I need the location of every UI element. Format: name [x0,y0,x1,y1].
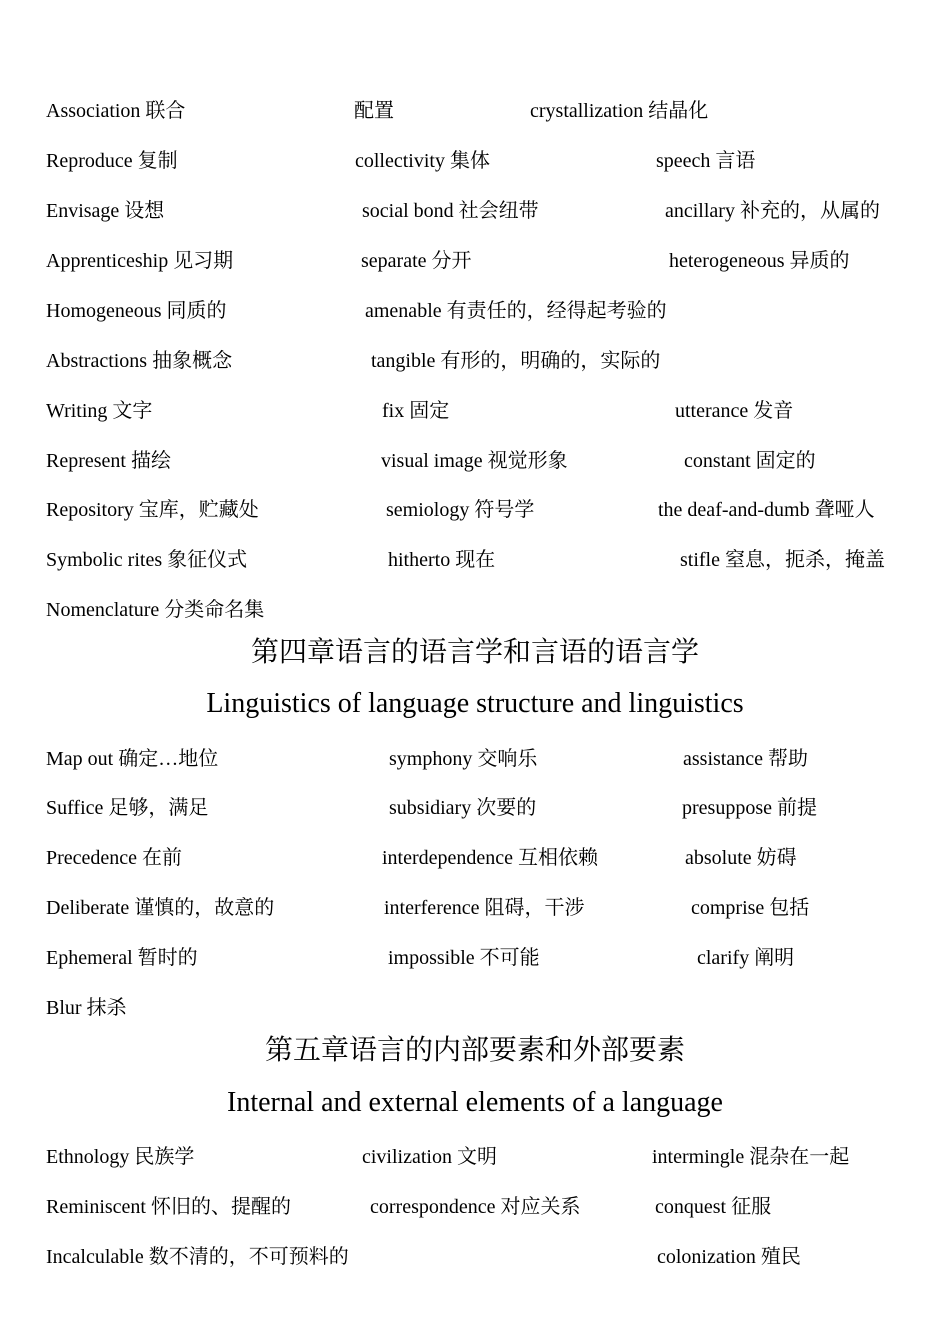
vocab-entry: intermingle 混杂在一起 [652,1146,850,1168]
vocab-entry: ancillary 补充的，从属的 [665,200,880,222]
vocab-entry: Homogeneous 同质的 [46,300,227,322]
chapter-4-title-en: Linguistics of language structure and linguistics [206,688,744,719]
vocab-entry: Ephemeral 暂时的 [46,947,198,969]
vocab-entry: Writing 文字 [46,400,153,422]
vocab-entry: clarify 阐明 [697,947,795,969]
vocab-entry: Association 联合 [46,100,186,122]
vocab-entry: semiology 符号学 [386,499,535,521]
vocab-entry: absolute 妨碍 [685,847,797,869]
vocab-entry: separate 分开 [361,250,472,272]
vocab-entry: Apprenticeship 见习期 [46,250,234,272]
vocab-entry: comprise 包括 [691,897,810,919]
vocab-entry: stifle 窒息，扼杀，掩盖 [680,549,885,571]
vocab-entry: assistance 帮助 [683,748,808,770]
vocab-entry: Precedence 在前 [46,847,183,869]
vocab-entry: hitherto 现在 [388,549,496,571]
vocab-entry: collectivity 集体 [355,150,490,172]
vocab-entry: utterance 发音 [675,400,794,422]
vocab-entry: Blur 抹杀 [46,997,127,1019]
vocab-entry: conquest 征服 [655,1196,772,1218]
vocab-entry: symphony 交响乐 [389,748,538,770]
vocab-entry: Represent 描绘 [46,450,171,472]
vocab-entry: interdependence 互相依赖 [382,847,599,869]
vocab-entry: subsidiary 次要的 [389,797,537,819]
chapter-5-title-en: Internal and external elements of a language [227,1087,723,1118]
vocab-entry: amenable 有责任的，经得起考验的 [365,300,667,322]
vocab-entry: fix 固定 [382,400,450,422]
vocab-entry: Envisage 设想 [46,200,165,222]
vocab-entry: Reminiscent 怀旧的、提醒的 [46,1196,291,1218]
vocab-entry: Repository 宝库，贮藏处 [46,499,259,521]
vocab-entry: social bond 社会纽带 [362,200,539,222]
vocab-entry: correspondence 对应关系 [370,1196,581,1218]
vocab-entry: Symbolic rites 象征仪式 [46,549,248,571]
vocab-entry: Map out 确定…地位 [46,748,219,770]
vocab-entry: Nomenclature 分类命名集 [46,599,265,621]
vocab-entry: presuppose 前提 [682,797,817,819]
vocab-entry: Deliberate 谨慎的，故意的 [46,897,275,919]
vocab-entry: Suffice 足够，满足 [46,797,209,819]
vocab-entry: tangible 有形的，明确的，实际的 [371,350,661,372]
vocab-entry: 配置 [354,100,394,122]
vocab-entry: colonization 殖民 [657,1246,801,1268]
vocab-entry: Abstractions 抽象概念 [46,350,233,372]
chapter-5-title-zh: 第五章语言的内部要素和外部要素 [264,1035,685,1066]
vocab-entry: Reproduce 复制 [46,150,178,172]
vocab-entry: crystallization 结晶化 [530,100,709,122]
chapter-4-title-zh: 第四章语言的语言学和言语的语言学 [250,637,699,668]
vocab-entry: impossible 不可能 [388,947,540,969]
vocab-entry: interference 阻碍，干涉 [384,897,585,919]
vocab-entry: speech 言语 [656,150,756,172]
vocab-entry: the deaf-and-dumb 聋哑人 [658,499,875,521]
vocab-entry: civilization 文明 [362,1146,497,1168]
vocab-entry: Incalculable 数不清的，不可预料的 [46,1246,349,1268]
vocab-entry: constant 固定的 [684,450,816,472]
vocab-entry: heterogeneous 异质的 [669,250,850,272]
vocab-entry: Ethnology 民族学 [46,1146,195,1168]
vocab-entry: visual image 视觉形象 [381,450,568,472]
